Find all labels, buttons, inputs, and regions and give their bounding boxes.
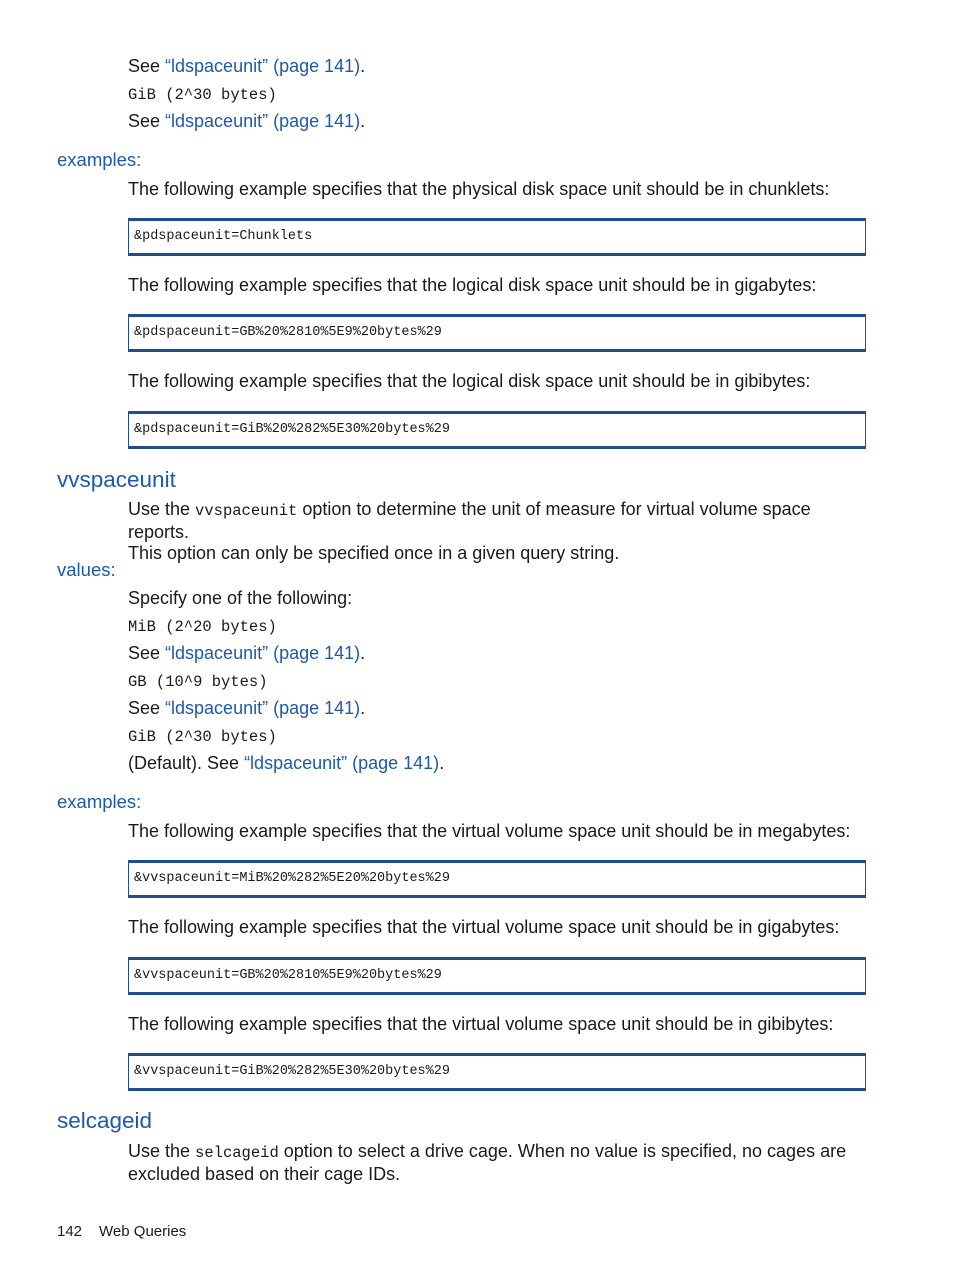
see-reference-line: See “ldspaceunit” (page 141). [128, 111, 366, 131]
value-gib: GiB (2^30 bytes) [128, 86, 277, 104]
examples-heading: examples: [57, 791, 142, 812]
section-heading-selcageid: selcageid [57, 1108, 153, 1133]
example-description: The following example specifies that the physical disk space unit should be in chunklets: [128, 179, 830, 199]
ldspaceunit-link[interactable]: “ldspaceunit” (page 141) [165, 56, 361, 76]
code-text: &pdspaceunit=Chunklets [134, 229, 313, 244]
code-text: &vvspaceunit=GiB%20%282%5E30%20bytes%29 [134, 1064, 450, 1079]
inline-code: vvspaceunit [195, 502, 298, 520]
inline-code: selcageid [195, 1144, 279, 1162]
default-reference-line: (Default). See “ldspaceunit” (page 141). [128, 753, 445, 773]
section-heading-vvspaceunit: vvspaceunit [57, 467, 176, 492]
code-block [128, 411, 866, 449]
page-footer [57, 1223, 186, 1240]
see-reference-line: See “ldspaceunit” (page 141). [128, 698, 366, 718]
value-gib: GiB (2^30 bytes) [128, 728, 277, 746]
example-description: The following example specifies that the virtual volume space unit should be in gibibytes: [128, 1014, 834, 1034]
code-text: &pdspaceunit=GiB%20%282%5E30%20bytes%29 [134, 422, 450, 437]
example-description: The following example specifies that the logical disk space unit should be in gibibytes: [128, 371, 811, 391]
ldspaceunit-link[interactable]: “ldspaceunit” (page 141) [244, 753, 440, 773]
code-block [128, 218, 866, 256]
vvspaceunit-description: Use the vvspaceunit option to determine the unit of measure for virtual volume space reports. This option can only be specified once in a given query string. [128, 499, 811, 563]
selcageid-description: Use the selcageid option to select a drive cage. When no value is specified, no cages are excluded based on their cage IDs. [128, 1141, 847, 1184]
code-block [128, 314, 866, 352]
example-description: The following example specifies that the logical disk space unit should be in gigabytes: [128, 275, 817, 295]
code-block [128, 957, 866, 995]
example-description: The following example specifies that the virtual volume space unit should be in gigabytes: [128, 917, 840, 937]
value-gb: GB (10^9 bytes) [128, 673, 268, 691]
code-text: &vvspaceunit=MiB%20%282%5E20%20bytes%29 [134, 871, 450, 886]
value-mib: MiB (2^20 bytes) [128, 618, 277, 636]
ldspaceunit-link[interactable]: “ldspaceunit” (page 141) [165, 698, 361, 718]
ldspaceunit-link[interactable]: “ldspaceunit” (page 141) [165, 111, 361, 131]
footer-section-title: Web Queries [99, 1223, 187, 1240]
example-description: The following example specifies that the virtual volume space unit should be in megabytes: [128, 821, 851, 841]
code-block [128, 1053, 866, 1091]
ldspaceunit-link[interactable]: “ldspaceunit” (page 141) [165, 643, 361, 663]
code-text: &vvspaceunit=GB%20%2810%5E9%20bytes%29 [134, 968, 442, 983]
values-intro: Specify one of the following: [128, 588, 353, 608]
page-number: 142 [57, 1223, 83, 1240]
examples-heading: examples: [57, 149, 142, 170]
code-block [128, 860, 866, 898]
see-reference-line: See “ldspaceunit” (page 141). [128, 643, 366, 663]
code-text: &pdspaceunit=GB%20%2810%5E9%20bytes%29 [134, 325, 442, 340]
see-reference-line: See “ldspaceunit” (page 141). [128, 56, 366, 76]
values-heading: values: [57, 559, 116, 580]
